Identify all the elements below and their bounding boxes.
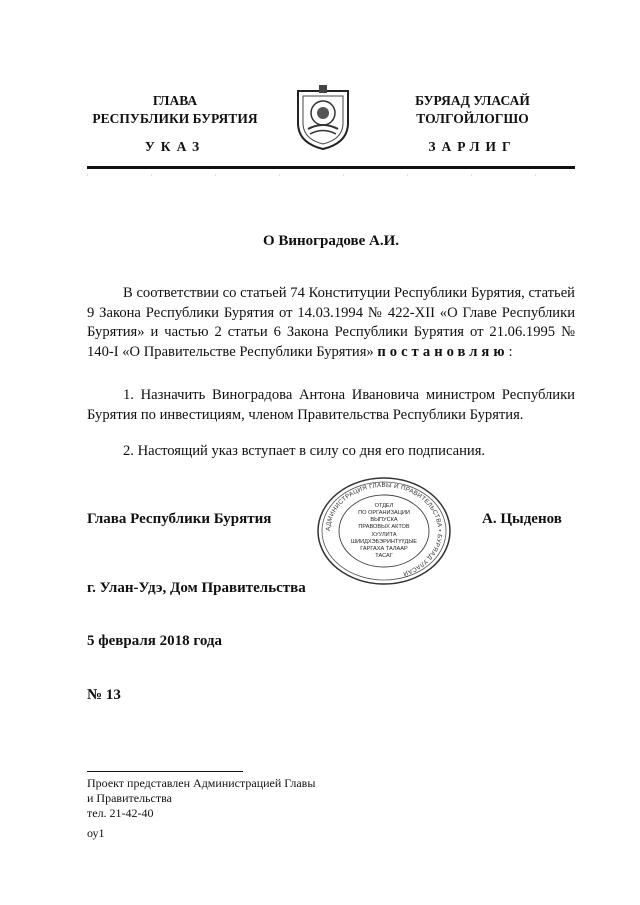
header-right-line1: БУРЯАД УЛАСАЙ [415, 93, 530, 108]
header-left [70, 92, 280, 128]
preamble-colon: : [508, 343, 513, 360]
stamp-line-1: ОТДЕЛ [374, 503, 394, 509]
stamp-line-5: ХУУЛИТА [371, 532, 397, 538]
stamp-line-3: ВЫПУСКА [370, 517, 398, 523]
footnote-line-3: тел. 21-42-40 [87, 806, 154, 820]
resolution-word: постановляю [377, 343, 509, 360]
header-dotted-line [87, 172, 575, 178]
signing-place: г. Улан-Удэ, Дом Правительства [87, 580, 306, 596]
decree-title: О Виноградове А.И. [262, 233, 400, 249]
stamp-line-6: ШИИДХЭБЭРИНТҮҮДЫЕ [350, 539, 418, 545]
decree-label-ru: УКАЗ [144, 139, 206, 154]
header-right-line2: ТОЛГОЙЛОГШО [416, 111, 529, 126]
header-right [385, 92, 560, 128]
stamp-line-4: ПРАВОВЫХ АКТОВ [358, 524, 410, 530]
footnote-line-2: и Правительства [87, 791, 172, 805]
header-divider [87, 166, 575, 169]
header-left-line1: ГЛАВА [152, 93, 198, 108]
preamble-paragraph [87, 284, 575, 362]
footnote-divider [87, 771, 243, 772]
stamp-line-2: ПО ОРГАНИЗАЦИИ [358, 510, 410, 516]
preamble-text: В соответствии со статьей 74 Конституции Республики Бурятия, статьей 9 Закона Республики Бурятия от 14.03.1994 № 422-XII «О Главе Республики Бурятия» и частью 2 статьи 6 Закона Республики Бурятия от 21.06.1995 № 140-I «О Правительстве Республики Бурятия» [87, 285, 575, 360]
footnote-line-1: Проект представлен Администрацией Главы [87, 776, 316, 790]
footnote [87, 776, 315, 821]
decree-item-2-text: 2. Настоящий указ вступает в силу со дня его подписания. [123, 443, 486, 459]
signatory-position: Глава Республики Бурятия [87, 511, 272, 527]
stamp-outer-text: АДМИНИСТРАЦИЯ ГЛАВЫ И ПРАВИТЕЛЬСТВА • БУРЯАД УЛАСАЙ [324, 481, 444, 578]
header-left-line2: РЕСПУБЛИКИ БУРЯТИЯ [92, 111, 258, 126]
decree-item-1 [87, 386, 575, 425]
decree-item-1-text: 1. Назначить Виноградова Антона Ивановича министром Республики Бурятия по инвестициям, членом Правительства Республики Бурятия. [87, 387, 575, 423]
official-stamp [316, 476, 452, 586]
document-code: оу1 [87, 826, 105, 840]
signing-date: 5 февраля 2018 года [87, 633, 222, 649]
decree-item-2 [87, 442, 575, 462]
coat-of-arms-emblem [292, 83, 354, 151]
stamp-line-8: ТАСАГ [375, 553, 393, 559]
decree-label-bua: ЗАРЛИГ [428, 139, 517, 154]
stamp-line-7: ГАРГАХА ТАЛААР [360, 546, 408, 552]
signatory-name: А. Цыденов [482, 511, 562, 527]
decree-number: № 13 [87, 687, 121, 703]
